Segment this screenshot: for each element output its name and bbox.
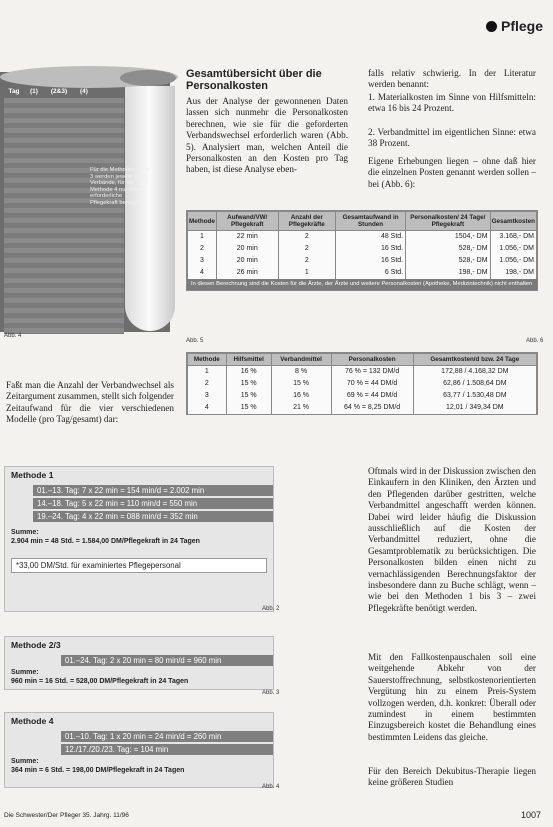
table6-header: Gesamtkosten/d bzw. 24 Tage	[413, 354, 536, 366]
right-para2: Eigene Erhebungen liegen – ohne daß hier die einzelnen Posten genannt werden sollen – bei (Abb. 6):	[368, 156, 536, 189]
table-row	[188, 243, 537, 255]
table-cell: 1.056,- DM	[490, 255, 536, 267]
table5-caption: Abb. 5	[186, 338, 204, 344]
section-tag	[486, 18, 543, 34]
table-cell: 2	[278, 243, 335, 255]
method1-caption: Abb. 2	[262, 606, 280, 612]
table6-header: Personalkosten	[331, 354, 413, 366]
table-cell: 1504,- DM	[406, 231, 490, 243]
table-cell: 64 % = 8,25 DM/d	[331, 402, 413, 414]
table-row	[188, 402, 537, 414]
table-cell: 15 %	[226, 390, 271, 402]
table-cell: 16 Std.	[335, 243, 405, 255]
table5-header: Gesamtkosten	[490, 212, 536, 231]
table-row	[188, 366, 537, 378]
table-cell: 15 %	[226, 402, 271, 414]
table-cell: 1.056,- DM	[490, 243, 536, 255]
roll-col-4: (4)	[80, 88, 88, 95]
section-title: Pflege	[500, 18, 543, 34]
table-cell: 3	[188, 255, 217, 267]
table-cell: 2	[278, 255, 335, 267]
table-cell: 2	[278, 231, 335, 243]
table-cell: 198,- DM	[490, 267, 536, 279]
table6-header: Methode	[188, 354, 227, 366]
table-cell: 21 %	[271, 402, 331, 414]
right-para5: Für den Bereich Dekubitus-Therapie liegen keine größeren Studien	[368, 766, 536, 788]
table-cell: 15 %	[226, 378, 271, 390]
method1-note: *33,00 DM/Std. für examiniertes Pflegepersonal	[11, 558, 267, 573]
method23-box	[4, 636, 274, 690]
roll-table-header	[4, 88, 124, 98]
table5-header: Methode	[188, 212, 217, 231]
table-cell: 1	[188, 366, 227, 378]
table-row	[188, 378, 537, 390]
right-para4: Mit den Fallkostenpauschalen soll eine weitgehende Abkehr von der Sauerstoffrechnung, selbstkostenorientierten Vergütung hin zu einem Preis-System vollzogen werden, d.h. konkret: Überall oder zumindest in einem bestimmten Einzugsbereich kostet die Behandlung eines bestimmten Leidens das gleiche.	[368, 652, 536, 742]
table-cell: 76 % = 132 DM/d	[331, 366, 413, 378]
table-row	[188, 267, 537, 279]
left-para2: Faßt man die Anzahl der Verbandwechsel als Zeitargument zusammen, stellt sich folgender Zeitaufwand für die vier verschiedenen Modelle (pro Tag/gesamt) dar:	[6, 380, 174, 425]
table-cell: 62,86 / 1.508,64 DM	[413, 378, 536, 390]
table6-header-row	[188, 354, 537, 366]
article-para1: Aus der Analyse der gewonnenen Daten lassen sich nunmehr die Personalkosten berechnen, wie sie für die geforderten Verbandswechsel erforderlich waren (Abb. 5). Analysiert man, welchen Anteil die Personalkosten an den Kosten pro Tag haben, ist diese Analyse eben-	[186, 96, 348, 175]
table5-header: Aufwand/VW/ Pflegekraft	[216, 212, 278, 231]
roll-table-rows	[4, 98, 124, 334]
roll-figure-top-inner	[120, 70, 176, 86]
table-cell: 16 Std.	[335, 255, 405, 267]
table6	[187, 353, 537, 414]
method23-line: 01.–24. Tag: 2 x 20 min = 80 min/d = 960 min	[61, 655, 273, 666]
roll-col-1: (1)	[30, 88, 38, 95]
table6-caption: Abb. 6	[526, 338, 544, 344]
method1-line: 14.–18. Tag: 5 x 22 min = 110 min/d = 550 min	[33, 498, 273, 509]
table-cell: 6 Std.	[335, 267, 405, 279]
table-cell: 2	[188, 243, 217, 255]
method4-sum: 364 min = 6 Std. = 198,00 DM/Pflegekraft in 24 Tagen	[11, 767, 185, 774]
roll-col-tag: Tag	[8, 88, 20, 95]
table5-footnote: In diesen Berechnung sind die Kosten für die Ärzte, der Ärzte und weitere Personalkosten (Apotheke, Medizintechnik) nicht enthalten	[187, 279, 537, 290]
method1-sum: 2.904 min = 48 Std. = 1.584,00 DM/Pflegekraft in 24 Tagen	[11, 538, 200, 545]
figure1-caption: Abb. 4	[4, 333, 22, 339]
method1-line: 19.–24. Tag: 4 x 22 min = 088 min/d = 352 min	[33, 511, 273, 522]
method23-title: Methode 2/3	[11, 640, 61, 650]
method4-sum-label: Summe:	[11, 758, 39, 765]
table-cell: 70 % = 44 DM/d	[331, 378, 413, 390]
table-cell: 1	[278, 267, 335, 279]
method4-box	[4, 712, 274, 788]
table6-header: Hilfsmittel	[226, 354, 271, 366]
method23-sum: 960 min = 16 Std. = 528,00 DM/Pflegekraft in 24 Tagen	[11, 678, 189, 685]
roll-note: Für die Methoden 1 bis 3 werden jeweils zwei Verbände, für die Methode 4 nur eine erforderliche Pflegekraft benötigt.	[90, 167, 150, 206]
table-row	[188, 231, 537, 243]
table-cell: 1	[188, 231, 217, 243]
method1-line: 01.–13. Tag: 7 x 22 min = 154 min/d = 2.002 min	[33, 485, 273, 496]
method4-line: 01.–10. Tag: 1 x 20 min = 24 min/d = 260 min	[61, 731, 273, 742]
method23-caption: Abb. 3	[262, 690, 280, 696]
table-cell: 20 min	[216, 243, 278, 255]
method1-sum-label: Summe:	[11, 529, 39, 536]
right-para3: Oftmals wird in der Diskussion zwischen den Einkaufern in den Kliniken, den Ärzten und den Pflegenden darüber gestritten, welche Verbandmittel angeschafft werden können. Dabei wird leider häufig die Diskussion ausschließlich auf die Kosten der Verbandmittel reduziert, ohne die Gesamtproblematik zu berücksichtigen. Die Personalkosten bilden einen nicht zu vernachlässigenden Berechnungsfaktor der insbesondere dann zu Buche schlägt, wenn – wie bei den Methoden 1 bis 3 – zwei Pflegekräfte benötigt werden.	[368, 466, 536, 613]
table-cell: 26 min	[216, 267, 278, 279]
table-cell: 3	[188, 390, 227, 402]
table5-header: Gesamtaufwand in Stunden	[335, 212, 405, 231]
method1-title: Methode 1	[11, 470, 54, 480]
table-cell: 12,01 / 349,34 DM	[413, 402, 536, 414]
right-para1: falls relativ schwierig. In der Literatur werden benannt:	[368, 68, 536, 90]
table5-header: Anzahl der Pflegekräfte	[278, 212, 335, 231]
right-item1: 1. Materialkosten im Sinne von Hilfsmitteln: etwa 16 bis 24 Prozent.	[368, 92, 536, 114]
table-cell: 69 % = 44 DM/d	[331, 390, 413, 402]
page-number: 1007	[520, 810, 541, 820]
method4-caption: Abb. 4	[262, 784, 280, 790]
table6-header: Verbandmittel	[271, 354, 331, 366]
roll-table	[4, 88, 124, 334]
table-cell: 48 Std.	[335, 231, 405, 243]
table-cell: 15 %	[271, 378, 331, 390]
footer-journal: Die Schwester/Der Pfleger 35. Jahrg. 11/96	[4, 812, 129, 819]
table-cell: 528,- DM	[406, 243, 490, 255]
method4-title: Methode 4	[11, 716, 54, 726]
right-item2: 2. Verbandmittel im eigentlichen Sinne: etwa 38 Prozent.	[368, 127, 536, 149]
table-cell: 198,- DM	[406, 267, 490, 279]
table-cell: 172,88 / 4.168,32 DM	[413, 366, 536, 378]
table-cell: 16 %	[271, 390, 331, 402]
method23-sum-label: Summe:	[11, 669, 39, 676]
table-row	[188, 390, 537, 402]
table-cell: 20 min	[216, 255, 278, 267]
article-title: Gesamtübersicht über die Personalkosten	[186, 68, 322, 92]
table-cell: 16 %	[226, 366, 271, 378]
table-cell: 4	[188, 267, 217, 279]
bullet-icon	[486, 21, 497, 32]
roll-figure-paper	[125, 86, 175, 331]
table-cell: 22 min	[216, 231, 278, 243]
method4-line: 12./17./20./23. Tag: = 104 min	[61, 744, 273, 755]
table-cell: 63,77 / 1.530,48 DM	[413, 390, 536, 402]
table-cell: 8 %	[271, 366, 331, 378]
table5	[187, 211, 537, 279]
table-cell: 2	[188, 378, 227, 390]
table5-box	[186, 210, 538, 291]
table-cell: 528,- DM	[406, 255, 490, 267]
table-cell: 3.168,- DM	[490, 231, 536, 243]
table5-header: Personalkosten/ 24 Tage/ Pflegekraft	[406, 212, 490, 231]
table6-box	[186, 352, 538, 415]
method1-box	[4, 466, 274, 612]
table-row	[188, 255, 537, 267]
table5-header-row	[188, 212, 537, 231]
table-cell: 4	[188, 402, 227, 414]
roll-col-23: (2&3)	[50, 88, 68, 95]
